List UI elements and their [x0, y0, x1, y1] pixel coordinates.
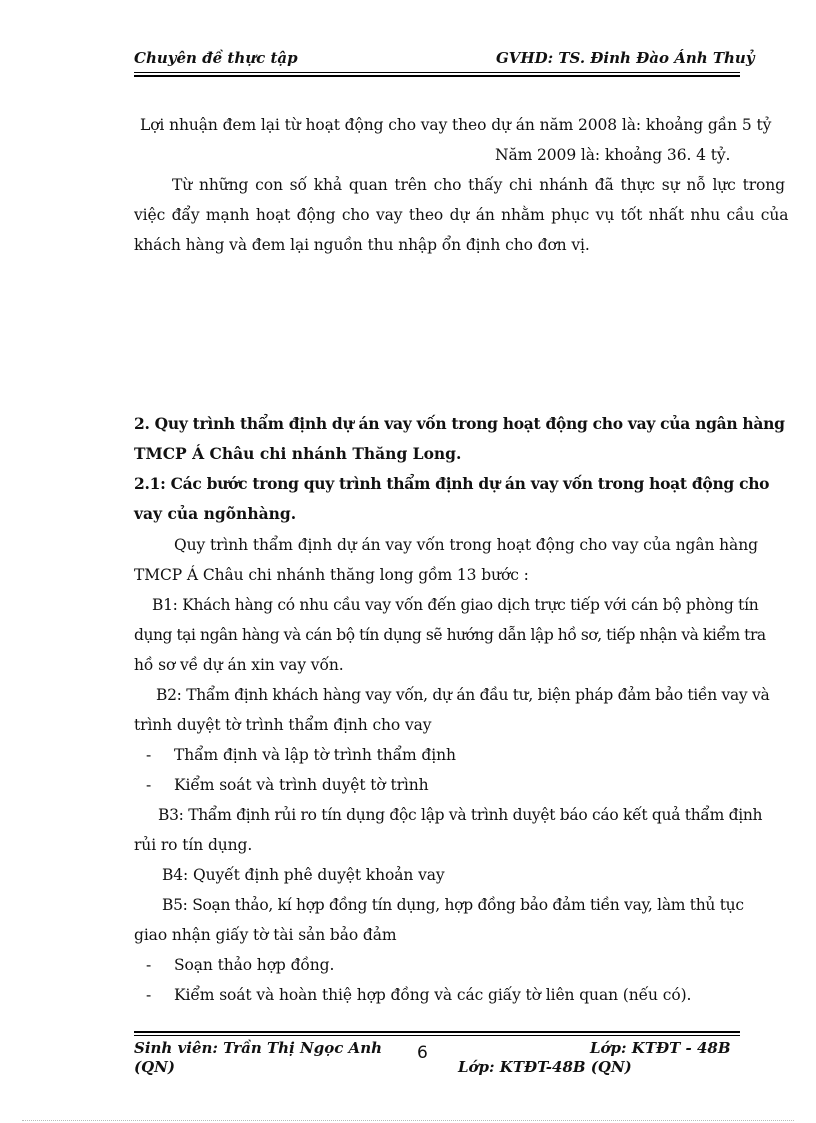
footer-student: Sinh viên: Trần Thị Ngọc Anh — [134, 1039, 383, 1057]
step-b1-line: B1: Khách hàng có nhu cầu vay vốn đến giao dịch trực tiếp với cán bộ phòng tín — [152, 596, 759, 614]
footer-class-secondary: Lớp: KTĐT-48B (QN) — [458, 1058, 632, 1076]
section-heading: TMCP Á Châu chi nhánh Thăng Long. — [134, 444, 462, 463]
subsection-heading: vay của ngõnhàng. — [134, 504, 297, 523]
header-rule-thin — [134, 72, 740, 73]
subsection-heading: 2.1: Các bước trong quy trình thẩm định dự án vay vốn trong hoạt động cho — [134, 474, 770, 493]
step-b5-line: B5: Soạn thảo, kí hợp đồng tín dụng, hợp đồng bảo đảm tiền vay, làm thủ tục — [162, 896, 744, 914]
paragraph-profit-2009: Năm 2009 là: khoảng 36. 4 tỷ. — [495, 146, 731, 164]
list-item: Kiểm soát và trình duyệt tờ trình — [174, 776, 429, 794]
bullet-dash: - — [146, 956, 152, 974]
section-heading: 2. Quy trình thẩm định dự án vay vốn trong hoạt động cho vay của ngân hàng — [134, 414, 785, 433]
bullet-dash: - — [146, 986, 152, 1004]
list-item: Kiểm soát và hoàn thiệ hợp đồng và các giấy tờ liên quan (nếu có). — [174, 986, 692, 1004]
footer-rule-thin — [134, 1035, 740, 1036]
paragraph-line: TMCP Á Châu chi nhánh thăng long gồm 13 bước : — [134, 566, 529, 584]
paragraph-line: việc đẩy mạnh hoạt động cho vay theo dự án nhằm phục vụ tốt nhất nhu cầu của — [134, 206, 789, 224]
list-item: Soạn thảo hợp đồng. — [174, 956, 335, 974]
footer-qn: (QN) — [134, 1058, 175, 1076]
step-b3-line: B3: Thẩm định rủi ro tín dụng độc lập và trình duyệt báo cáo kết quả thẩm định — [158, 806, 763, 824]
step-b5-line: giao nhận giấy tờ tài sản bảo đảm — [134, 926, 397, 944]
bullet-dash: - — [146, 746, 152, 764]
step-b3-line: rủi ro tín dụng. — [134, 836, 253, 854]
step-b1-line: hồ sơ về dự án xin vay vốn. — [134, 656, 344, 674]
step-b1-line: dụng tại ngân hàng và cán bộ tín dụng sẽ hướng dẫn lập hồ sơ, tiếp nhận và kiểm tra — [134, 626, 766, 644]
footer-class-primary: Lớp: KTĐT - 48B — [590, 1039, 731, 1057]
bullet-dash: - — [146, 776, 152, 794]
step-b4: B4: Quyết định phê duyệt khoản vay — [162, 866, 445, 884]
page-number: 6 — [417, 1043, 428, 1063]
paragraph-profit-2008: Lợi nhuận đem lại từ hoạt động cho vay theo dự án năm 2008 là: khoảng gần 5 tỷ — [140, 116, 772, 134]
header-rule-thick — [134, 75, 740, 77]
footer-rule-thick — [134, 1031, 740, 1033]
paragraph-line: Quy trình thẩm định dự án vay vốn trong hoạt động cho vay của ngân hàng — [174, 536, 758, 554]
header-left: Chuyên đề thực tập — [134, 49, 298, 67]
page-edge-dotted-line — [22, 1120, 794, 1121]
step-b2-line: trình duyệt tờ trình thẩm định cho vay — [134, 716, 432, 734]
paragraph-line: Từ những con số khả quan trên cho thấy chi nhánh đã thực sự nỗ lực trong — [172, 176, 785, 194]
header-right: GVHD: TS. Đinh Đào Ánh Thuỷ — [496, 49, 755, 67]
step-b2-line: B2: Thẩm định khách hàng vay vốn, dự án đầu tư, biện pháp đảm bảo tiền vay và — [156, 686, 770, 704]
list-item: Thẩm định và lập tờ trình thẩm định — [174, 746, 456, 764]
paragraph-line: khách hàng và đem lại nguồn thu nhập ổn định cho đơn vị. — [134, 236, 590, 254]
